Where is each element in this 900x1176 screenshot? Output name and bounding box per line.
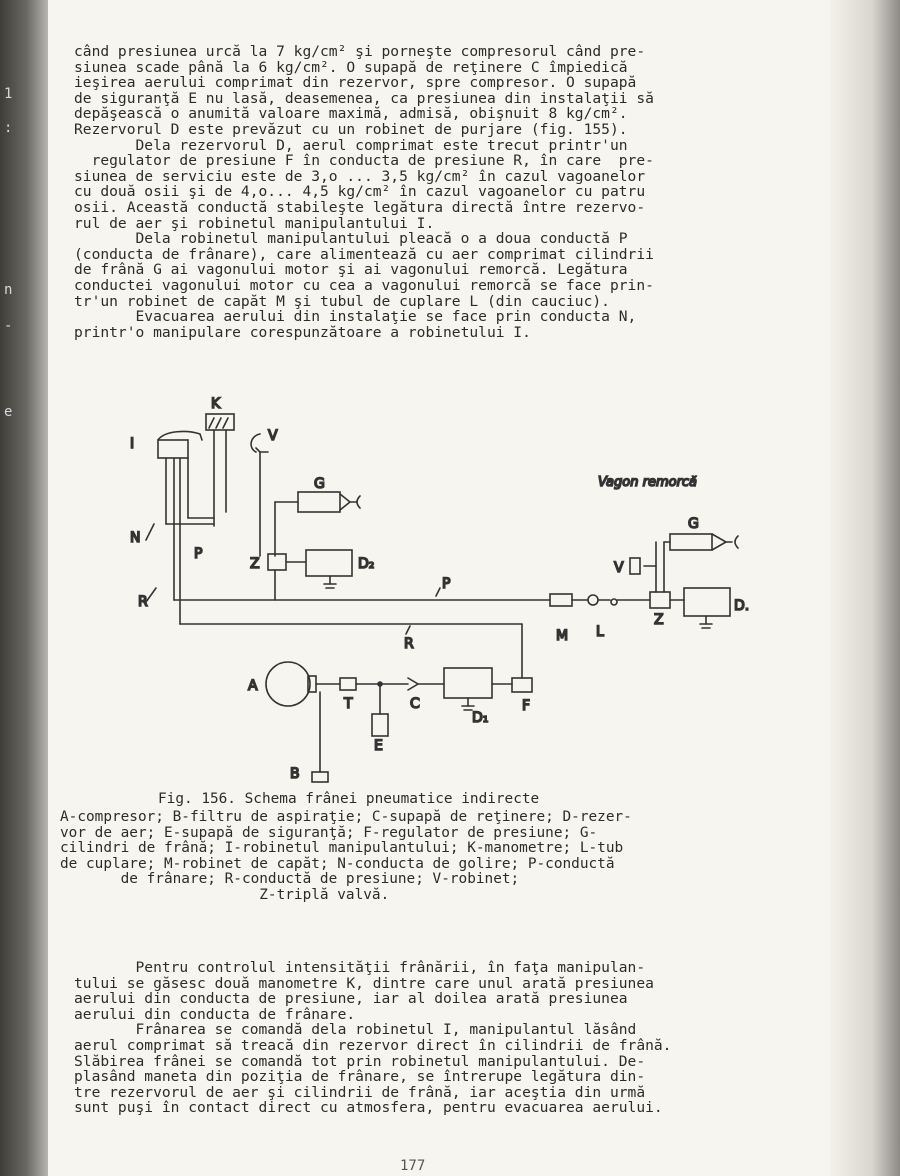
book-binding-shadow (0, 0, 48, 1176)
pressure-pipe-R (180, 624, 522, 678)
label-P: P (194, 546, 203, 562)
label-A: A (248, 678, 258, 694)
label-D2: D₂ (358, 556, 375, 572)
brake-pipe-P (174, 588, 550, 600)
margin-mark: 1 (4, 86, 13, 102)
label-D1: D₁ (472, 710, 489, 726)
label-L: L (596, 624, 604, 640)
label-D: D. (734, 598, 750, 614)
margin-mark: e (4, 404, 13, 420)
compressor-line (266, 662, 532, 782)
label-R2: R (404, 636, 414, 652)
label-M: M (556, 628, 569, 644)
margin-mark: : (4, 120, 13, 136)
drain-pipe-N (146, 524, 154, 540)
coupling-M-L (550, 594, 650, 606)
label-R: R (138, 594, 148, 610)
trailer-equipment (630, 534, 738, 628)
valve-I-symbol (158, 432, 202, 624)
brake-cylinder-G-symbol (275, 492, 360, 556)
label-C: C (410, 696, 420, 712)
label-B: B (290, 766, 300, 782)
manometer-K-symbol (166, 414, 234, 526)
valve-V-symbol (251, 434, 268, 556)
brake-schematic-diagram (110, 392, 790, 792)
trailer-label: Vagon remorcă (598, 475, 698, 490)
label-G: G (314, 476, 325, 492)
label-V2: V (614, 560, 624, 576)
body-paragraph-top: când presiunea urcă la 7 kg/cm² şi porneşte compresorul când pre- siunea scade până la 6 kg/cm². O supapă de reţinere C împiedică ieşirea aerului comprimat din rezervor, spre compresor. O supapă de siguranţă E nu lasă, deasemenea, ca presiunea din instalaţii să depăşească o anumită valoare maximă, admisă, obişnuit 8 kg/cm². Rezervorul D este prevăzut cu un robinet de purjare (fig. 155). Dela rezervorul D, aerul comprimat este trecut printr'un regulator de presiune F în conducta de presiune R, în care pre- siunea de serviciu este de 3,o ... 3,5 kg/cm² în cazul vagoanelor cu două osii şi de 4,o... 4,5 kg/cm² în cazul vagoanelor cu patru osii. Această conductă stabileşte legătura directă între rezervo- rul de aer şi robinetul manipulantului I. Dela robinetul manipulantului pleacă o a doua conductă P (conducta de frânare), care alimentează cu aer comprimat cilindrii de frână G ai vagonului motor şi ai vagonului remorcă. Legătura conductei vagonului motor cu cea a vagonului remorcă se face prin- tr'un robinet de capăt M şi tubul de cuplare L (din cauciuc). Evacuarea aerului din instalaţie se face prin conducta N, printr'o manipulare corespunzătoare a robinetului I. (74, 43, 654, 341)
triple-valve-Z-symbol (268, 550, 352, 600)
figure-legend: A-compresor; B-filtru de aspiraţie; C-supapă de reţinere; D-rezer- vor de aer; E-supapă de siguranţă; F-regulator de presiune; G- cilindri de frână; I-robinetul manipulantului; K-manometre; L-tub de cuplare; M-robinet de capăt; N-conducta de golire; P-conductă de frânare; R-conductă de presiune; V-robinet; Z-triplă valvă. (60, 809, 632, 903)
page-number: 177 (400, 1158, 426, 1174)
label-E: E (374, 738, 383, 754)
margin-mark: - (4, 318, 13, 334)
label-Z2: Z (654, 612, 664, 628)
label-I: I (130, 436, 135, 452)
label-G2: G (688, 516, 699, 532)
label-P2: P (442, 576, 451, 592)
label-T: T (344, 696, 353, 712)
label-K: K (211, 396, 221, 412)
label-N: N (130, 530, 141, 546)
label-Z: Z (250, 556, 260, 572)
body-paragraph-bottom: Pentru controlul intensităţii frânării, în faţa manipulan- tului se găsesc două manometre K, dintre care unul arată presiunea aerului din conducta de presiune, iar al doilea arată presiunea aerului din conducta de frânare. Frânarea se comandă dela robinetul I, manipulantul lăsând aerul comprimat să treacă din rezervor direct în cilindrii de frână. Slăbirea frânei se comandă tot prin robinetul manipulantului. De- plasând maneta din poziţia de frânare, se întrerupe legătura din- tre rezervorul de aer şi cilindrii de frână, iar aceştia din urmă sunt puşi în contact direct cu atmosfera, pentru evacuarea aerului. (74, 959, 672, 1117)
label-V: V (268, 428, 278, 444)
margin-mark: n (4, 282, 13, 298)
label-F: F (522, 698, 531, 714)
page-edge-shadow (830, 0, 900, 1176)
figure-caption: Fig. 156. Schema frânei pneumatice indirecte (158, 791, 540, 807)
